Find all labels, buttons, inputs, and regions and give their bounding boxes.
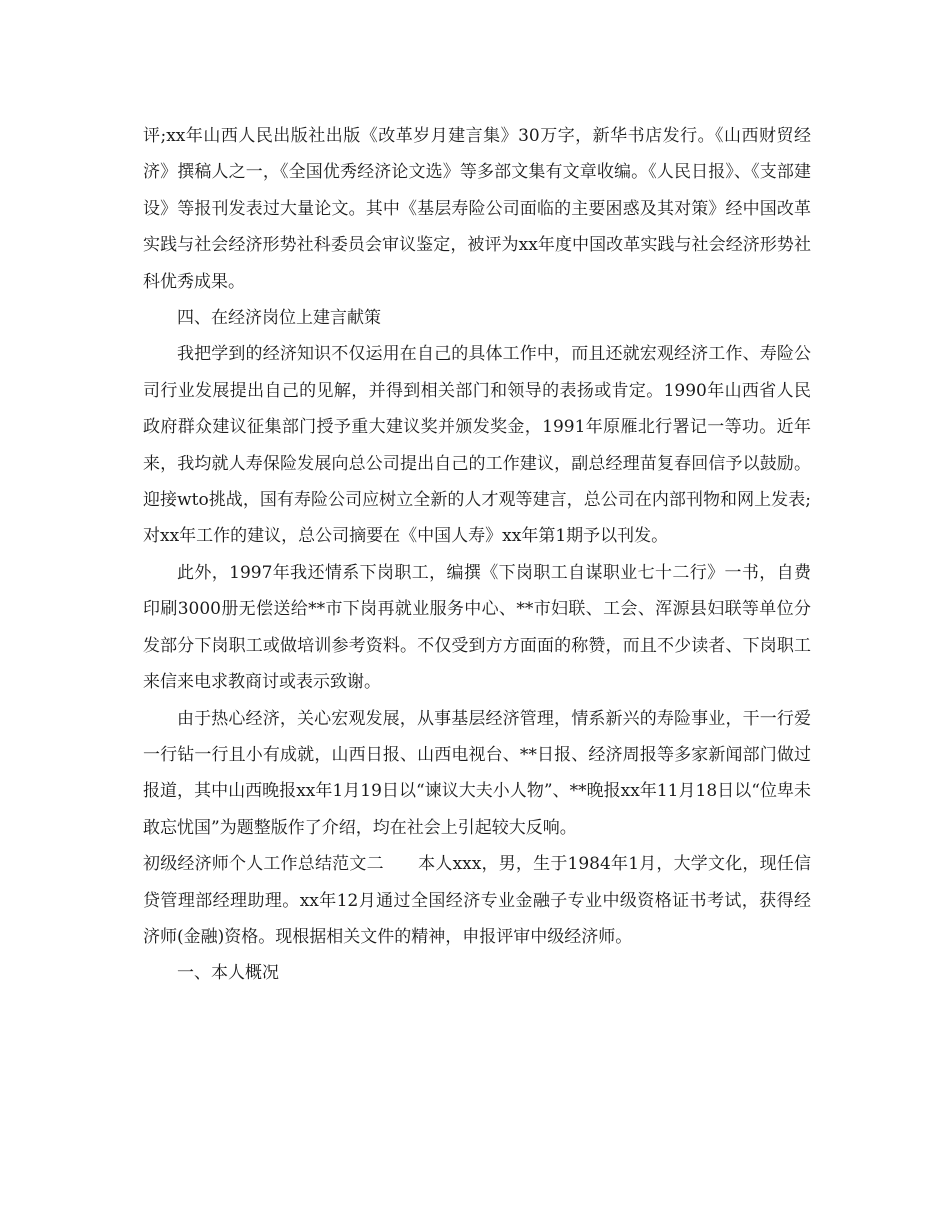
paragraph-media-coverage: 由于热心经济，关心宏观发展，从事基层经济管理，情系新兴的寿险事业，干一行爱一行钻一行且小有成就，山西日报、山西电视台、**日报、经济周报等多家新闻部门做过报道，其中山西晚报xx年1月19日以“谏议大夫小人物”、**晚报xx年11月18日以“位卑未敢忘忧国”为题整版作了介绍，均在社会上引起较大反响。 <box>143 708 811 838</box>
paragraph-laid-off-workers: 此外，1997年我还情系下岗职工，编撰《下岗职工自谋职业七十二行》一书，自费印刷3000册无偿送给**市下岗再就业服务中心、**市妇联、工会、浑源县妇联等单位分发部分下岗职工或做培训参考资料。不仅受到方方面面的称赞，而且不少读者、下岗职工来信来电求教商讨或表示致谢。 <box>143 562 811 693</box>
paragraph-advice: 我把学到的经济知识不仅运用在自己的具体工作中，而且还就宏观经济工作、寿险公司行业发展提出自己的见解，并得到相关部门和领导的表扬或肯定。1990年山西省人民政府群众建议征集部门授予重大建议奖并颁发奖金，1991年原雁北行署记一等功。近年来，我均就人寿保险发展向总公司提出自己的工作建议，副总经理苗复春回信予以鼓励。迎接wto挑战，国有寿险公司应树立全新的人才观等建言，总公司在内部刊物和网上发表;对xx年工作的建议，总公司摘要在《中国人寿》xx年第1期予以刊发。 <box>143 344 811 547</box>
paragraph-sample-two-intro: 初级经济师个人工作总结范文二 本人xxx，男，生于1984年1月，大学文化，现任信贷管理部经理助理。xx年12月通过全国经济专业金融子专业中级资格证书考试，获得经济师(金融)资格。现根据相关文件的精神，申报评审中级经济师。 <box>143 854 811 947</box>
section-heading-four: 四、在经济岗位上建言献策 <box>177 308 381 329</box>
section-heading-one: 一、本人概况 <box>177 963 279 984</box>
paragraph-publications: 评;xx年山西人民出版社出版《改革岁月建言集》30万字，新华书店发行。《山西财贸经济》撰稿人之一，《全国优秀经济论文选》等多部文集有文章收编。《人民日报》、《支部建设》等报刊发表过大量论文。其中《基层寿险公司面临的主要困惑及其对策》经中国改革实践与社会经济形势社科委员会审议鉴定，被评为xx年度中国改革实践与社会经济形势社科优秀成果。 <box>143 126 811 292</box>
document-body <box>143 118 811 992</box>
